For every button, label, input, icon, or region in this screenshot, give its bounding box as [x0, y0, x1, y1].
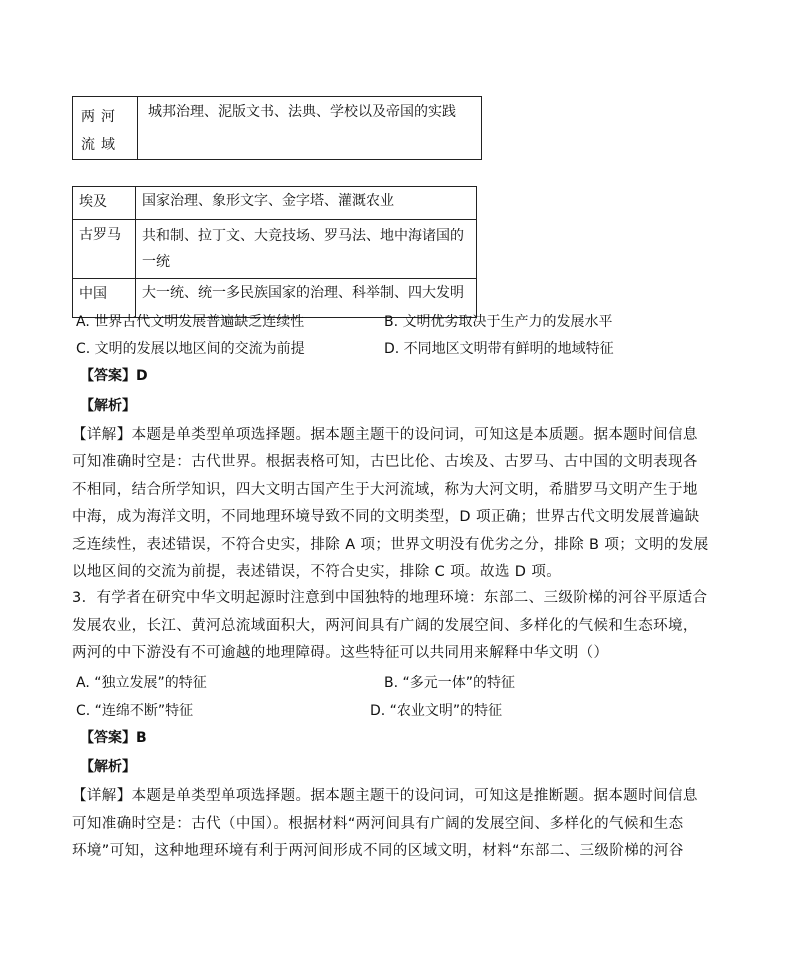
option-b: B. “多元一体”的特征: [384, 675, 516, 691]
civilization-table-1: [72, 96, 482, 160]
table-row: [73, 187, 477, 220]
table-cell-content: 国家治理、象形文字、金字塔、灌溉农业: [136, 187, 477, 220]
table-cell-label: 两河流域: [73, 97, 138, 160]
table-row: [73, 220, 477, 279]
option-a: A. “独立发展”的特征: [76, 675, 207, 691]
analysis-line: 【详解】本题是单类型单项选择题。据本题主题干的设问词，可知这是本质题。据本题时间信息: [72, 427, 698, 443]
table-cell-content: 共和制、拉丁文、大竞技场、罗马法、地中海诸国的一统: [136, 220, 477, 279]
option-a: A. 世界古代文明发展普遍缺乏连续性: [76, 314, 305, 330]
answer-label: 【答案】D: [80, 368, 148, 384]
analysis-title: 【解析】: [80, 759, 136, 775]
analysis-line: 【详解】本题是单类型单项选择题。据本题主题干的设问词，可知这是推断题。据本题时间信息: [72, 788, 698, 804]
table-cell-content: 大一统、统一多民族国家的治理、科举制、四大发明: [136, 279, 477, 318]
civilization-table-2: [72, 186, 477, 318]
analysis-line: 以地区间的交流为前提，表述错误，不符合史实，排除 C 项。故选 D 项。: [72, 564, 562, 580]
table-cell-label: 埃及: [73, 187, 136, 220]
analysis-line: 可知准确时空是：古代世界。根据表格可知，古巴比伦、古埃及、古罗马、古中国的文明表现各: [72, 454, 698, 470]
question-stem-line: 3．有学者在研究中华文明起源时注意到中国独特的地理环境：东部二、三级阶梯的河谷平原适合: [72, 590, 708, 606]
analysis-line: 可知准确时空是：古代（中国）。根据材料“两河间具有广阔的发展空间、多样化的气候和生态: [72, 816, 684, 832]
analysis-line: 中海，成为海洋文明，不同地理环境导致不同的文明类型，D 项正确；世界古代文明发展普遍缺: [72, 509, 700, 525]
table-cell-label: 中国: [73, 279, 136, 318]
table-cell-label: 古罗马: [73, 220, 136, 279]
question-stem-line: 发展农业，长江、黄河总流域面积大，两河间具有广阔的发展空间、多样化的气候和生态环境，: [72, 618, 698, 634]
analysis-line: 乏连续性，表述错误，不符合史实，排除 A 项；世界文明没有优劣之分，排除 B 项；文明的发展: [72, 537, 709, 553]
option-c: C. 文明的发展以地区间的交流为前提: [76, 341, 305, 357]
option-b: B. 文明优劣取决于生产力的发展水平: [384, 314, 613, 330]
question-stem-line: 两河的中下游没有不可逾越的地理障碍。这些特征可以共同用来解释中华文明（）: [72, 645, 609, 661]
analysis-line: 不相同，结合所学知识，四大文明古国产生于大河流域，称为大河文明，希腊罗马文明产生于地: [72, 482, 698, 498]
option-d: D. 不同地区文明带有鲜明的地域特征: [384, 341, 614, 357]
table-cell-content: 城邦治理、泥版文书、法典、学校以及帝国的实践: [138, 97, 482, 160]
analysis-title: 【解析】: [80, 398, 136, 414]
option-c: C. “连绵不断”特征: [76, 703, 194, 719]
table-row: [73, 97, 482, 160]
option-d: D. “农业文明”的特征: [370, 703, 503, 719]
answer-label: 【答案】B: [80, 730, 147, 746]
analysis-line: 环境”可知，这种地理环境有利于两河间形成不同的区域文明，材料“东部二、三级阶梯的河谷: [72, 843, 684, 859]
